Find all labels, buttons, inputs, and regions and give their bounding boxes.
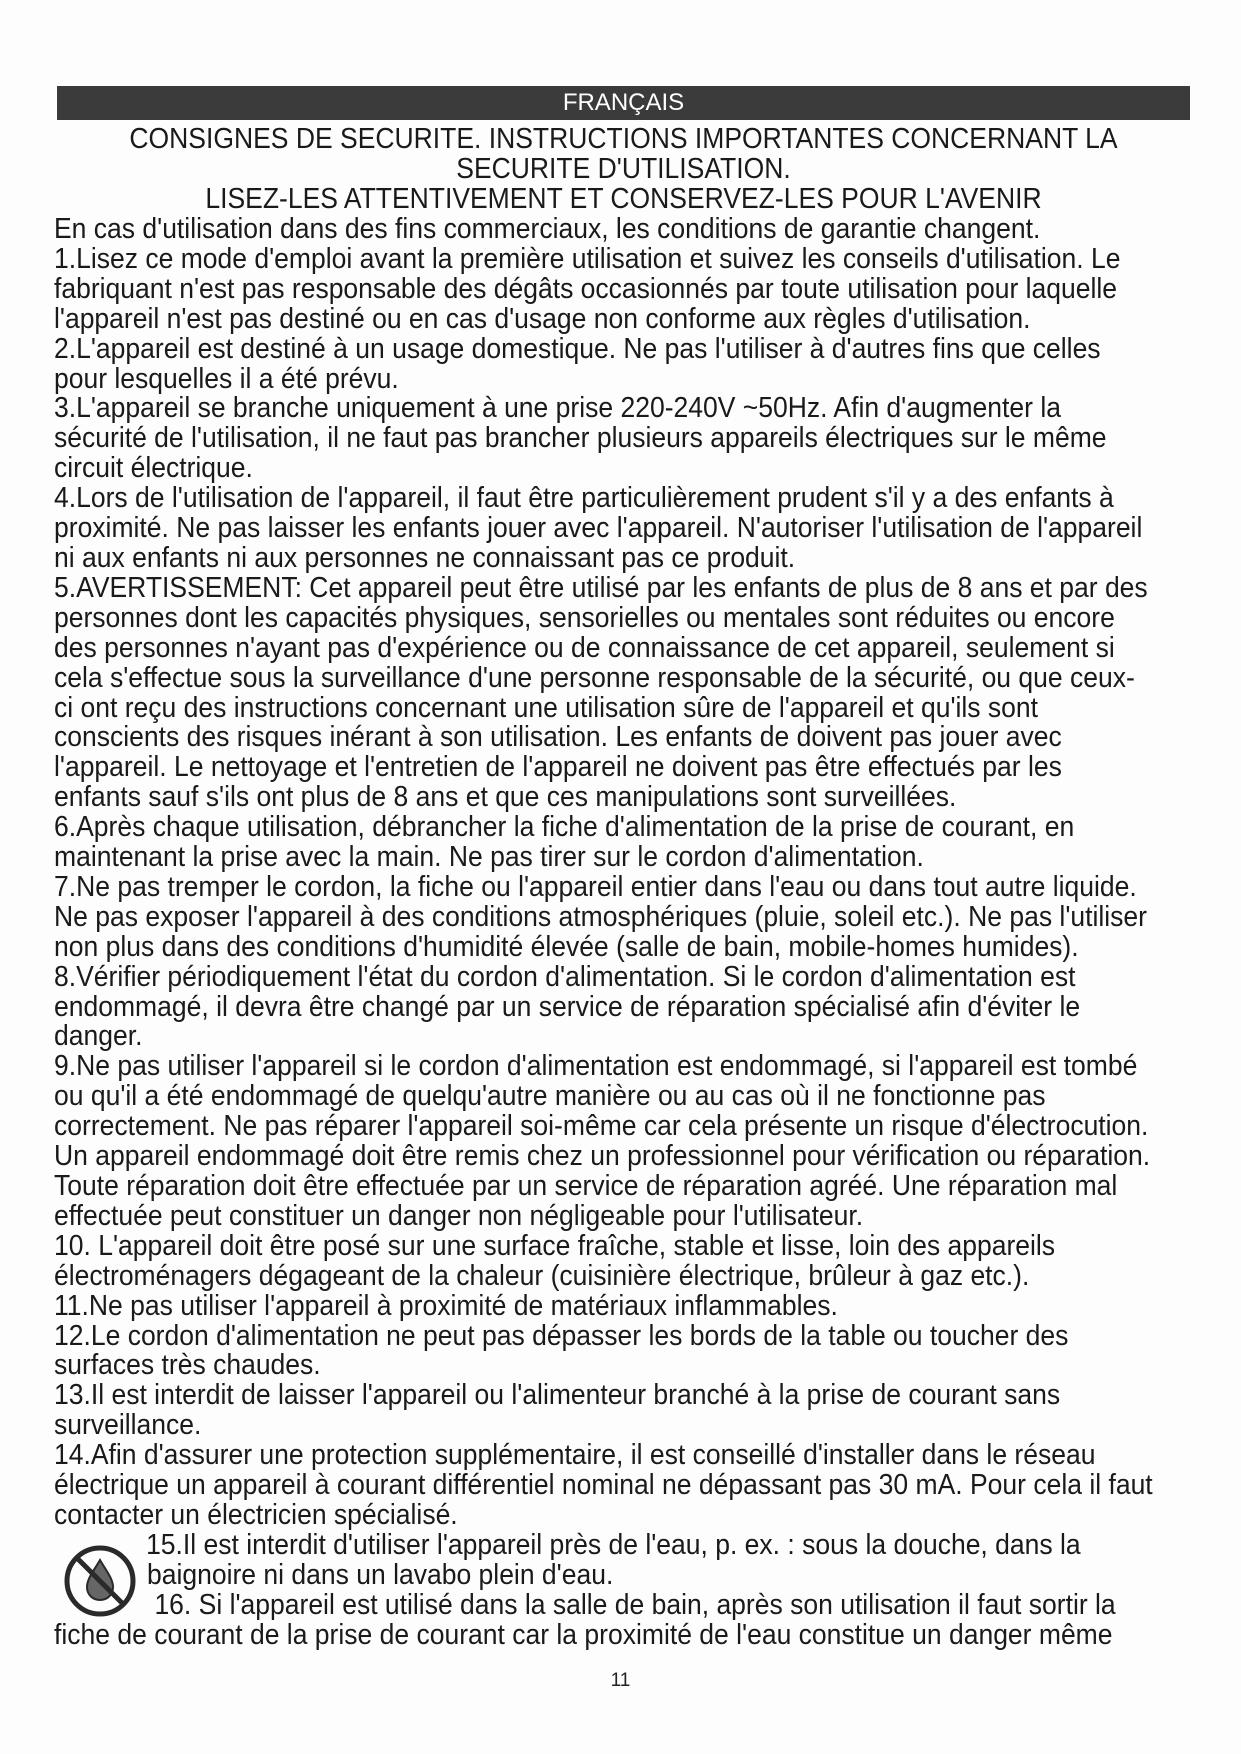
text-line: cela s'effectue sous la surveillance d'une personne responsable de la sécurité, ou que ceux- [54,661,1135,694]
text-line: En cas d'utilisation dans des fins commerciaux, les conditions de garantie changent. [54,213,1041,245]
text-line: 1.Lisez ce mode d'emploi avant la première utilisation et suivez les conseils d'utilisation. Le [54,242,1121,275]
page-number: 11 [610,1670,631,1691]
text-line: conscients des risques inérant à son utilisation. Les enfants de doivent pas jouer avec [54,721,1062,754]
text-line: enfants sauf s'ils ont plus de 8 ans et que ces manipulations sont surveillées. [54,781,957,814]
text-line: surveillance. [54,1409,202,1442]
text-line: 11.Ne pas utiliser l'appareil à proximité de matériaux inflammables. [54,1289,838,1322]
text-line: Toute réparation doit être effectuée par un service de réparation agréé. Une réparation mal [54,1170,1118,1202]
text-line: ni aux enfants ni aux personnes ne connaissant pas ce produit. [54,541,796,574]
text-line: électrique un appareil à courant différentiel nominal ne dépassant pas 30 mA. Pour cela il faut [54,1469,1153,1502]
text-line: endommagé, il devra être changé par un service de réparation spécialisé afin d'éviter le [54,990,1081,1023]
text-line: proximité. Ne pas laisser les enfants jouer avec l'appareil. N'autoriser l'utilisation de l'appareil [54,512,1143,545]
text-line: électroménagers dégageant de la chaleur (cuisinière électrique, brûleur à gaz etc.). [54,1259,1030,1292]
text-line: non plus dans des conditions d'humidité élevée (salle de bain, mobile-homes humides). [54,930,1079,963]
text-line: 15.Il est interdit d'utiliser l'appareil près de l'eau, p. ex. : sous la douche, dans la [146,1528,1081,1561]
text-line: ou qu'il a été endommagé de quelqu'autre manière ou au cas où il ne fonctionne pas [54,1080,1046,1113]
text-line: 7.Ne pas tremper le cordon, la fiche ou l'appareil entier dans l'eau ou dans tout autre liquide. [54,870,1137,903]
safety-instructions [54,215,1189,1651]
language-label: FRANÇAIS [562,89,685,116]
text-line: fabriquant n'est pas responsable des dégâts occasionnés par toute utilisation pour laquelle [54,272,1118,305]
text-line: pour lesquelles il a été prévu. [54,362,399,395]
text-line: 5.AVERTISSEMENT: Cet appareil peut être utilisé par les enfants de plus de 8 ans et par des [54,571,1148,604]
text-line: Un appareil endommagé doit être remis chez un professionnel pour vérification ou réparation. [54,1140,1151,1173]
text-line: correctement. Ne pas réparer l'appareil soi-même car cela présente un risque d'électrocution. [54,1110,1149,1143]
text-line: 13.Il est interdit de laisser l'appareil ou l'alimenteur branché à la prise de courant sans [54,1379,1061,1412]
text-line: Ne pas exposer l'appareil à des conditions atmosphériques (pluie, soleil etc.). Ne pas l'utiliser [54,900,1147,933]
text-line: 9.Ne pas utiliser l'appareil si le cordon d'alimentation est endommagé, si l'appareil est tombé [54,1050,1138,1083]
text-line: fiche de courant de la prise de courant car la proximité de l'eau constitue un danger même [54,1618,1113,1651]
text-line: l'appareil n'est pas destiné ou en cas d'usage non conforme aux règles d'utilisation. [54,302,1031,335]
text-line: 4.Lors de l'utilisation de l'appareil, il faut être particulièrement prudent s'il y a des enfants à [54,482,1114,515]
text-line: 6.Après chaque utilisation, débrancher la fiche d'alimentation de la prise de courant, en [54,811,1075,844]
no-water-warning-icon [63,1544,137,1618]
text-line: 3.L'appareil se branche uniquement à une prise 220-240V ~50Hz. Afin d'augmenter la [54,392,1061,425]
text-line: 16. Si l'appareil est utilisé dans la salle de bain, après son utilisation il faut sortir la [154,1588,1116,1621]
title-line-1: CONSIGNES DE SECURITE. INSTRUCTIONS IMPORTANTES CONCERNANT LA [129,123,1118,155]
title-line-3: LISEZ-LES ATTENTIVEMENT ET CONSERVEZ-LES POUR L'AVENIR [205,183,1042,215]
language-header-bar [57,86,1190,120]
text-line: 8.Vérifier périodiquement l'état du cordon d'alimentation. Si le cordon d'alimentation est [54,960,1076,993]
text-line: contacter un électricien spécialisé. [54,1498,458,1531]
text-line: ci ont reçu des instructions concernant une utilisation sûre de l'appareil et qu'ils sont [54,691,1038,724]
safety-titles [97,124,1151,214]
text-line: surfaces très chaudes. [54,1349,321,1382]
text-line: effectuée peut constituer un danger non négligeable pour l'utilisateur. [54,1199,864,1232]
text-line: 10. L'appareil doit être posé sur une surface fraîche, stable et lisse, loin des appareils [54,1229,1056,1262]
text-line: circuit électrique. [54,452,253,485]
text-line: 2.L'appareil est destiné à un usage domestique. Ne pas l'utiliser à d'autres fins que celles [54,332,1101,365]
text-line: danger. [54,1020,143,1053]
text-line: baignoire ni dans un lavabo plein d'eau. [147,1558,614,1591]
text-line: personnes dont les capacités physiques, sensorielles ou mentales sont réduites ou encore [54,601,1115,634]
text-line: 14.Afin d'assurer une protection supplémentaire, il est conseillé d'installer dans le réseau [54,1439,1096,1472]
text-line: des personnes n'ayant pas d'expérience ou de connaissance de cet appareil, seulement si [54,631,1115,664]
text-line: l'appareil. Le nettoyage et l'entretien de l'appareil ne doivent pas être effectués par les [54,751,1062,784]
text-line: 12.Le cordon d'alimentation ne peut pas dépasser les bords de la table ou toucher des [54,1319,1069,1352]
title-line-2: SECURITE D'UTILISATION. [456,153,791,185]
text-line: sécurité de l'utilisation, il ne faut pas brancher plusieurs appareils électriques sur le même [54,422,1107,455]
text-line: maintenant la prise avec la main. Ne pas tirer sur le cordon d'alimentation. [54,841,924,874]
